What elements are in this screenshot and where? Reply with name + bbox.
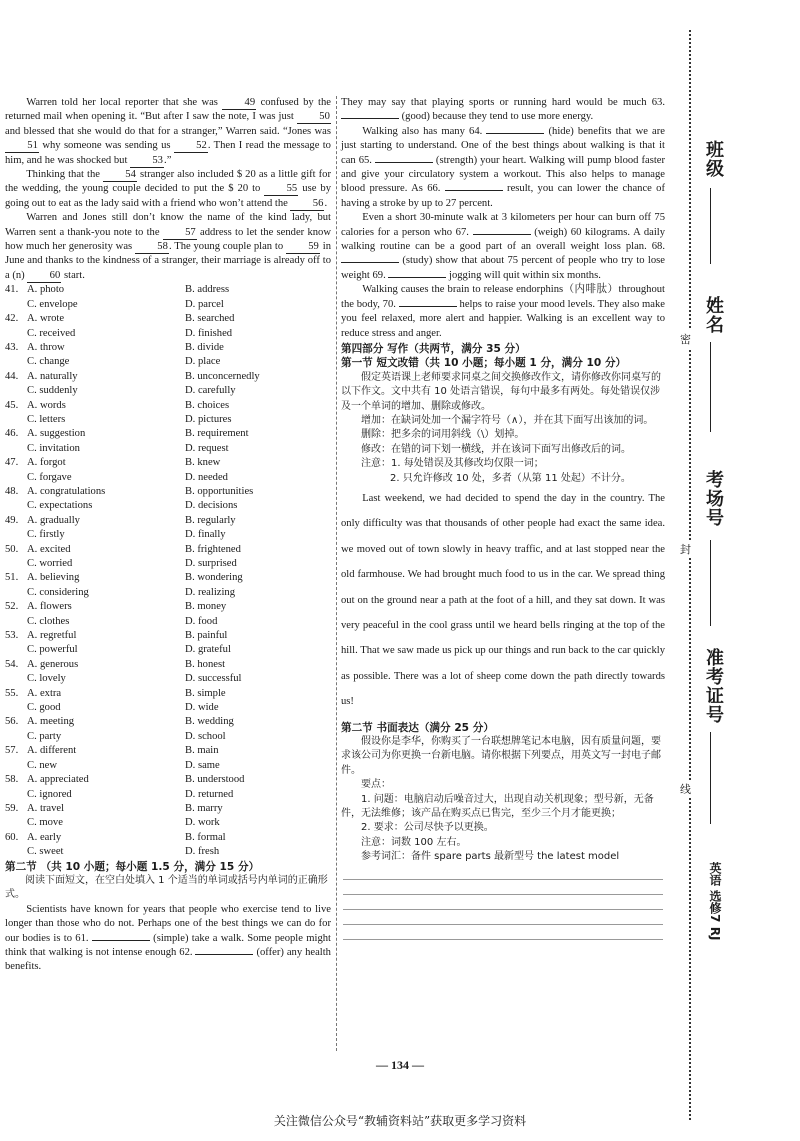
option-row [5,312,331,326]
question-number: 53. [5,630,19,642]
option-a[interactable]: A. extra [27,687,62,699]
option-a[interactable]: A. regretful [27,630,77,642]
option-row [5,471,331,485]
rule-modify: 修改：在错的词下划一横线，并在该词下面写出修改后的词。 [361,443,631,455]
option-c[interactable]: C. lovely [27,673,66,685]
option-c[interactable]: C. change [27,356,70,368]
option-c[interactable]: C. firstly [27,529,65,541]
option-c[interactable]: C. considering [27,586,89,598]
question-number: 42. [5,313,19,325]
option-d[interactable]: D. finished [185,327,233,339]
option-b[interactable]: B. wondering [185,572,243,584]
part4-heading: 第四部分 写作（共两节，满分 35 分） [341,342,526,355]
cloze-passage [5,96,331,283]
option-c[interactable]: C. suddenly [27,385,78,397]
option-d[interactable]: D. request [185,442,229,454]
answer-blank[interactable] [473,234,531,235]
answer-blank[interactable] [92,940,150,941]
option-row [5,658,331,672]
rule-delete: 删除：把多余的词用斜线（\）划掉。 [361,429,525,441]
option-a[interactable]: A. throw [27,341,65,353]
option-c[interactable]: C. envelope [27,298,78,310]
writing-lines[interactable] [341,865,665,940]
question-number: 58. [5,774,19,786]
option-a[interactable]: A. congratulations [27,485,106,497]
option-row [5,831,331,845]
footer-note: 关注微信公众号“教辅资料站”获取更多学习资料 [273,1114,527,1128]
option-d[interactable]: D. carefully [185,385,236,397]
cloze-paragraph-1: Warren told her local reporter that she was 49 confused by the returned mail when opening it. “But after I saw the note, I was just 50 and blessed that she would do that for a stranger,” Warren said. “Jones was 51 why someone was sending us 52. Then I read the message to him, and he was shocked but 53.” [5,97,331,166]
option-a[interactable]: A. excited [27,543,71,555]
answer-blank[interactable]: 58 [135,241,169,254]
option-row [5,456,331,470]
option-row [5,715,331,729]
grammar-paragraph-2: Walking also has many 64. (hide) benefits that we are just starting to understand. One of the best things about walking is that it can 65. (strength) your heart. Walking will pump blood faster and give your circulatory system a workout. This also helps to manage blood pressure. As 66. result, you can lower the chance of having a stroke by up to 27 percent. [341,125,665,209]
question-number: 43. [5,341,19,353]
option-d[interactable]: D. wide [185,702,219,714]
option-row [5,442,331,456]
option-a[interactable]: A. appreciated [27,774,89,786]
option-d[interactable]: D. fresh [185,846,220,858]
question-number: 48. [5,485,19,497]
option-b[interactable]: B. opportunities [185,485,254,497]
question-number: 56. [5,716,19,728]
option-row [5,802,331,816]
left-column [5,96,331,975]
option-row [5,370,331,384]
answer-blank[interactable] [486,133,544,134]
option-c[interactable]: C. invitation [27,442,80,454]
point-1: 1. 问题：电脑启动后噪音过大，出现自动关机现象；型号新，无备件，无法维修；该产品在购买点已售完，至少三个月才能更换； [341,793,654,820]
question-number: 49. [5,514,19,526]
name-label: 姓名 [703,296,724,334]
answer-blank[interactable] [341,262,399,263]
option-b[interactable]: B. simple [185,687,226,699]
option-row [5,427,331,441]
option-b[interactable]: B. regularly [185,514,236,526]
answer-blank[interactable]: 56 [290,198,324,211]
option-b[interactable]: B. painful [185,630,228,642]
grammar-paragraph-4: Walking causes the brain to release endorphins（内啡肽）throughout the body, 70. helps to raise your mood levels. They also make you feel relaxed, more alert and happier. Walking is an excellent way to reduce stress and anger. [341,284,665,339]
question-number: 47. [5,457,19,469]
option-d[interactable]: D. needed [185,471,228,483]
word-count-note: 注意：词数 100 左右。 [361,836,467,848]
option-row [5,615,331,629]
question-number: 44. [5,370,19,382]
class-field[interactable] [710,188,711,264]
option-b[interactable]: B. searched [185,313,235,325]
option-row [5,687,331,701]
right-column [341,96,665,940]
question-number: 50. [5,543,19,555]
option-row [5,283,331,297]
question-number: 59. [5,802,19,814]
seal-mark-2: 封 [680,540,691,558]
option-c[interactable]: C. move [27,817,63,829]
option-a[interactable]: A. photo [27,284,65,296]
points-title: 要点： [361,779,391,791]
option-c[interactable]: C. good [27,702,61,714]
option-row [5,327,331,341]
class-label: 班级 [703,140,724,178]
cloze-paragraph-3: Warren and Jones still don’t know the name of the kind lady, but Warren sent a thank-you note to the 57 address to let the sender know how much her generosity was 58. The young couple plan to 59 in June and thanks to the kindness of a stranger, their marriage is already off to a (n) 60 start. [5,212,332,281]
answer-blank[interactable]: 52 [174,140,208,153]
question-number: 41. [5,284,19,296]
seal-mark-3: 线 [680,780,691,798]
option-row [5,586,331,600]
option-b[interactable]: B. wedding [185,716,234,728]
note-1: 注意：1. 每处错误及其修改均仅限一词； [361,458,544,470]
option-c[interactable]: C. letters [27,413,66,425]
option-d[interactable]: D. parcel [185,298,224,310]
answer-blank[interactable]: 55 [264,183,298,196]
option-b[interactable]: B. honest [185,658,226,670]
option-c[interactable]: C. clothes [27,615,70,627]
option-b[interactable]: B. frightened [185,543,241,555]
grammar-paragraph-1: Scientists have known for years that people who exercise tend to live longer than those who do not. Perhaps one of the best things we can do for our bodies is to 61. (simple) take a walk. Some people might think that walking is not intense enough 62. (offer) any health benefits. [5,903,331,973]
option-a[interactable]: A. suggestion [27,428,86,440]
option-d[interactable]: D. work [185,817,220,829]
option-a[interactable]: A. flowers [27,601,72,613]
answer-blank[interactable] [445,190,503,191]
option-row [5,413,331,427]
error-correction-essay: Last weekend, we had decided to spend the day in the country. The only difficulty was that thousands of other people had exact the same idea. we moved out of town slowly in heavy traffic, and at last stopped near the old farmhouse. We had brought much food to us in the car. We spread thing out on the ground near a path at the foot of a hill, and they sat down. It was very peaceful in the cool grass until we heard bells ringing at the top of the hill. That we saw made us pick up our things and run back to the car quickly as possible. There was a lot of sheep come down the path directly towards us! [341,492,665,708]
option-d[interactable]: D. successful [185,673,242,685]
answer-blank[interactable]: 59 [286,241,320,254]
option-row [5,845,331,859]
section2-heading: 第二节 （共 10 小题；每小题 1.5 分，满分 15 分） [5,860,260,873]
rule-add: 增加：在缺词处加一个漏字符号（∧），并在其下面写出该加的词。 [361,414,654,426]
option-row [5,528,331,542]
option-d[interactable]: D. school [185,730,226,742]
page-number: — 134 — [376,1058,424,1072]
option-a[interactable]: A. different [27,745,77,757]
option-c[interactable]: C. party [27,730,62,742]
option-row [5,629,331,643]
option-row [5,571,331,585]
answer-blank[interactable]: 60 [27,270,61,283]
option-row [5,485,331,499]
point-2: 2. 要求：公司尽快予以更换。 [361,822,494,834]
vocab-reference: 参考词汇：备件 spare parts 最新型号 the latest model [361,851,620,863]
option-b[interactable]: B. formal [185,831,226,843]
cloze-options [5,283,331,859]
option-c[interactable]: C. forgave [27,471,72,483]
answer-blank[interactable] [375,162,433,163]
option-row [5,744,331,758]
part4-sec1-heading: 第一节 短文改错（共 10 小题；每小题 1 分，满分 10 分） [341,357,627,370]
option-row [5,759,331,773]
option-b[interactable]: B. choices [185,399,230,411]
option-row [5,643,331,657]
option-d[interactable]: D. surprised [185,558,237,569]
question-number: 46. [5,428,19,440]
option-row [5,399,331,413]
answer-blank[interactable]: 57 [163,227,197,240]
option-c[interactable]: C. worried [27,558,73,569]
option-d[interactable]: D. returned [185,788,234,800]
option-row [5,600,331,614]
option-d[interactable]: D. pictures [185,413,232,425]
question-number: 60. [5,831,19,843]
option-a[interactable]: A. wrote [27,313,65,325]
answer-blank[interactable]: 51 [5,140,39,153]
section2-block [5,860,331,975]
option-row [5,730,331,744]
option-a[interactable]: A. words [27,399,66,411]
answer-blank[interactable] [195,954,253,955]
option-a[interactable]: A. gradually [27,514,80,526]
answer-blank[interactable] [341,118,399,119]
exam-room-label: 考场号 [703,470,724,527]
cloze-paragraph-2: Thinking that the 54 stranger also included $ 20 as a little gift for the wedding, the young couple decided to put the $ 20 to 55 use by going out to eat as the lady said with a friend who won’t attend the 56. [5,169,332,209]
answer-blank[interactable]: 50 [297,111,331,124]
question-number: 45. [5,399,19,411]
option-d[interactable]: D. same [185,759,220,771]
option-b[interactable]: B. knew [185,457,221,469]
option-c[interactable]: C. powerful [27,644,78,656]
option-row [5,543,331,557]
part4-sec1-instruction: 假定英语课上老师要求同桌之间交换修改作文，请你修改你同桌写的以下作文。文中共有 10 处语言错误，每句中最多有两处。每处错误仅涉及一个单词的增加、删除或修改。 [341,371,661,412]
option-a[interactable]: A. naturally [27,370,78,382]
exam-room-field[interactable] [710,540,711,626]
option-a[interactable]: A. meeting [27,716,75,728]
question-number: 54. [5,658,19,670]
option-b[interactable]: B. main [185,745,219,757]
option-row [5,514,331,528]
seal-mark-1: 密 [680,330,691,348]
question-number: 52. [5,601,19,613]
option-b[interactable]: B. requirement [185,428,249,440]
option-d[interactable]: D. grateful [185,644,231,656]
section2-instruction: 阅读下面短文，在空白处填入 1 个适当的单词或括号内单词的正确形式。 [5,874,328,901]
ticket-number-field[interactable] [710,732,711,824]
grammar-paragraph-1-cont: They may say that playing sports or running hard would be much 63. (good) because they tend to use more energy. [341,97,665,123]
option-row [5,701,331,715]
option-b[interactable]: B. money [185,601,227,613]
option-row [5,816,331,830]
part4-sec2-heading: 第二节 书面表达（满分 25 分） [341,721,494,734]
option-row [5,355,331,369]
option-b[interactable]: B. understood [185,774,245,786]
option-a[interactable]: A. generous [27,658,79,670]
option-b[interactable]: B. address [185,284,230,296]
answer-blank[interactable]: 49 [222,97,256,110]
option-c[interactable]: C. sweet [27,846,64,858]
question-number: 51. [5,572,19,584]
answer-blank[interactable] [388,277,446,278]
question-number: 55. [5,687,19,699]
name-field[interactable] [710,342,711,432]
option-d[interactable]: D. decisions [185,500,238,512]
option-d[interactable]: D. realizing [185,586,236,598]
answer-blank[interactable]: 53 [130,155,164,168]
option-d[interactable]: D. food [185,615,218,627]
question-number: 57. [5,745,19,757]
option-row [5,557,331,571]
option-row [5,384,331,398]
option-d[interactable]: D. finally [185,529,226,541]
option-row [5,672,331,686]
grammar-paragraph-3: Even a short 30-minute walk at 3 kilometers per hour can burn off 75 calories for a person who 67. (weigh) 60 kilograms. A daily walking routine can be a good part of an overall weight loss plan. 68. (study) show that about 75 percent of people who try to lose weight 69. jogging will quit within six months. [341,212,665,281]
option-row [5,341,331,355]
option-row [5,788,331,802]
option-b[interactable]: B. unconcernedly [185,370,260,382]
answer-blank[interactable] [399,306,457,307]
column-divider [336,96,337,1051]
option-row [5,499,331,513]
option-a[interactable]: A. early [27,831,62,843]
option-c[interactable]: C. ignored [27,788,72,800]
option-d[interactable]: D. place [185,356,221,368]
option-row [5,298,331,312]
option-c[interactable]: C. expectations [27,500,93,512]
option-b[interactable]: B. marry [185,802,223,814]
ticket-number-label: 准考证号 [703,648,724,724]
option-a[interactable]: A. travel [27,802,65,814]
option-c[interactable]: C. new [27,759,58,771]
option-c[interactable]: C. received [27,327,76,339]
part4-sec2-instruction: 假设你是李华，你购买了一台联想牌笔记本电脑，因有质量问题，要求该公司为你更换一台新电脑。请你根据下列要点，用英文写一封电子邮件。 [341,736,661,776]
binding-dotted-line [689,30,691,1120]
note-2: 2. 只允许修改 10 处，多者（从第 11 处起）不计分。 [390,472,631,484]
option-a[interactable]: A. believing [27,572,80,584]
option-b[interactable]: B. divide [185,341,224,353]
option-a[interactable]: A. forgot [27,457,66,469]
answer-blank[interactable]: 54 [103,169,137,182]
option-row [5,773,331,787]
subject-info: 英语 选修7 RJ [708,862,722,941]
